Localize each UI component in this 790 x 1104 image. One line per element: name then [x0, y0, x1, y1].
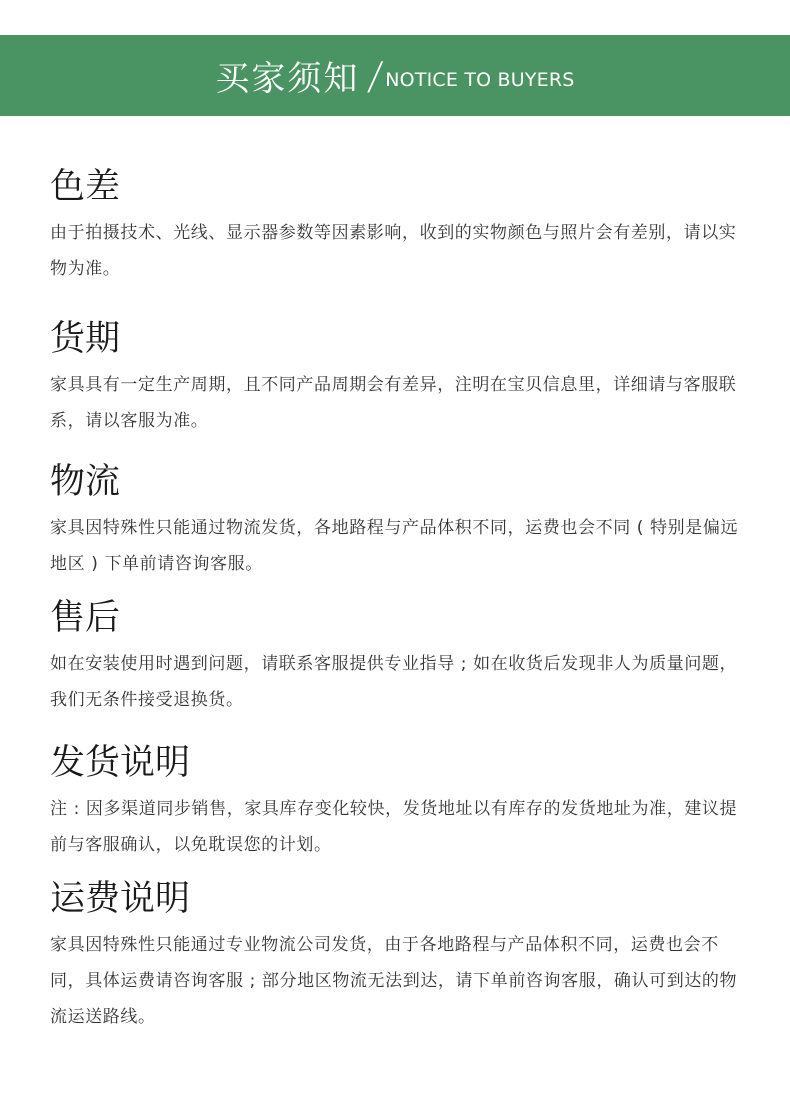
section-body: 家具因特殊性只能通过专业物流公司发货，由于各地路程与产品体积不同，运费也会不同，具体运费请咨询客服 ; 部分地区物流无法到达，请下单前咨询客服，确认可到达的物流运送路线。 — [50, 935, 738, 1027]
banner-title-cn: 买家须知 — [215, 59, 360, 99]
banner-title-en: NOTICE TO BUYERS — [385, 68, 575, 91]
section-body: 注 : 因多渠道同步销售，家具库存变化较快，发货地址以有库存的发货地址为准，建议提前与客服确认，以免耽误您的计划。 — [50, 799, 738, 855]
section-body: 家具因特殊性只能通过物流发货，各地路程与产品体积不同，运费也会不同 ( 特别是偏远地区 ) 下单前请咨询客服。 — [50, 518, 739, 574]
banner-slash: / — [366, 53, 386, 98]
section-freight-notes — [50, 877, 750, 1035]
section-title: 物流 — [50, 462, 121, 502]
section-title: 运费说明 — [50, 879, 191, 919]
section-after-sales — [50, 596, 750, 718]
section-title: 发货说明 — [50, 743, 191, 783]
section-shipping-notes — [50, 741, 750, 863]
section-delivery-time — [50, 317, 750, 439]
section-title: 货期 — [50, 319, 121, 359]
section-body: 家具具有一定生产周期，且不同产品周期会有差异，注明在宝贝信息里，详细请与客服联系，请以客服为准。 — [50, 375, 737, 431]
section-body: 由于拍摄技术、光线、显示器参数等因素影响，收到的实物颜色与照片会有差别，请以实物为准。 — [50, 223, 737, 279]
header-banner — [0, 35, 790, 116]
section-logistics — [50, 460, 750, 582]
section-title: 售后 — [50, 598, 121, 638]
section-title: 色差 — [50, 167, 121, 207]
section-body: 如在安装使用时遇到问题，请联系客服提供专业指导 ; 如在收货后发现非人为质量问题，我们无条件接受退换货。 — [50, 654, 738, 710]
section-color-difference — [50, 165, 750, 287]
